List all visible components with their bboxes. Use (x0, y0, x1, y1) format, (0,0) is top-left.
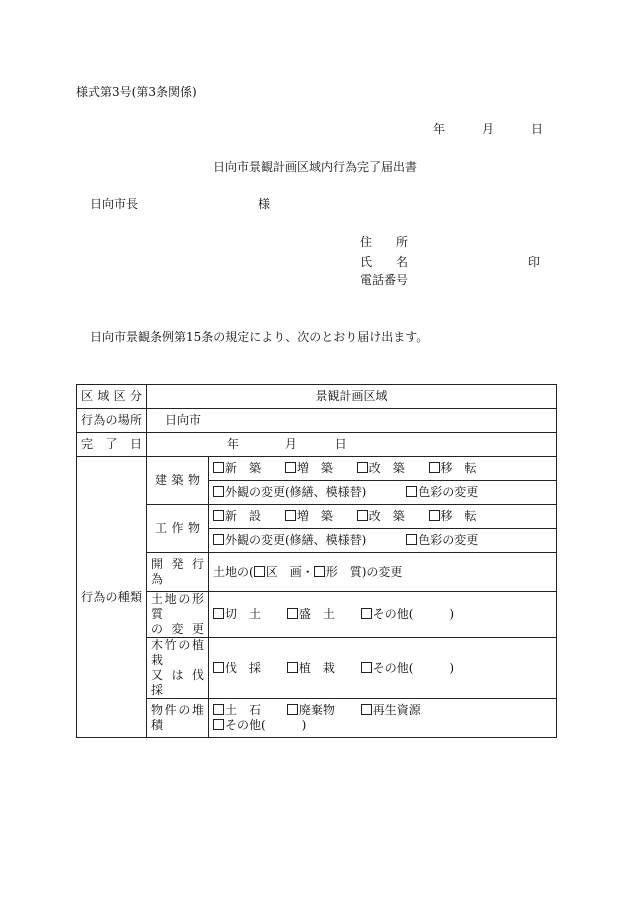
checkbox-renovation[interactable]: 改 築 (357, 461, 405, 476)
checkbox-icon (213, 662, 224, 673)
completion-day-label: 日 (334, 437, 347, 451)
stacking-row (77, 699, 557, 738)
checkbox-exterior-change[interactable]: 外観の変更(修繕、模様替) (213, 485, 366, 500)
checkbox-renovation[interactable]: 改 築 (357, 509, 405, 524)
completion-year-label: 年 (227, 437, 240, 451)
checkbox-planting[interactable]: 植 栽 (287, 661, 335, 676)
checkbox-icon (287, 704, 298, 715)
area-label: 区 域 区 分 (77, 385, 147, 409)
trees-label-line1: 木竹の植栽 (151, 638, 204, 667)
development-row (77, 553, 557, 592)
checkbox-icon (314, 566, 325, 577)
checkbox-icon (406, 486, 417, 497)
stacking-label: 物件の堆積 (147, 699, 209, 738)
checkbox-exterior-change[interactable]: 外観の変更(修繕、模様替) (213, 533, 366, 548)
checkbox-other[interactable]: その他( ) (361, 607, 454, 622)
checkbox-icon (361, 704, 372, 715)
checkbox-icon (429, 510, 440, 521)
development-text-b: )の変更 (361, 564, 403, 579)
stacking-options (209, 699, 557, 738)
checkbox-other[interactable]: その他( ) (361, 661, 454, 676)
date-month-label: 月 (481, 122, 494, 136)
place-value: 日向市 (147, 409, 557, 433)
land-change-options (209, 592, 557, 638)
checkbox-icon (213, 486, 224, 497)
land-change-row (77, 592, 557, 638)
land-change-label-line1: 土地の形質 (151, 592, 204, 621)
building-row-1 (77, 457, 557, 481)
statement-text: 日向市景観条例第15条の規定により、次のとおり届け出ます。 (90, 330, 429, 344)
structure-options-2 (209, 529, 557, 553)
submission-date (433, 122, 543, 136)
checkbox-extension[interactable]: 増 築 (285, 509, 333, 524)
structure-label: 工 作 物 (147, 505, 209, 553)
checkbox-new-construction[interactable]: 新 築 (213, 461, 261, 476)
name-label: 氏 名 (360, 255, 408, 269)
checkbox-other[interactable]: その他( ) (213, 718, 306, 733)
completion-date-value (147, 433, 557, 457)
place-row (77, 409, 557, 433)
stacking-options-line2 (213, 718, 552, 733)
applicant-address (360, 235, 540, 249)
trees-label-line2: 又 は 伐 採 (151, 668, 204, 697)
checkbox-cut[interactable]: 切 土 (213, 607, 261, 622)
checkbox-icon (213, 704, 224, 715)
checkbox-icon (213, 534, 224, 545)
land-change-label-line2: の 変 更 (151, 622, 204, 636)
checkbox-icon (213, 608, 224, 619)
area-row (77, 385, 557, 409)
checkbox-color-change[interactable]: 色彩の変更 (406, 485, 478, 500)
checkbox-icon (213, 510, 224, 521)
building-options-1 (209, 457, 557, 481)
stacking-options-line1 (213, 703, 552, 718)
checkbox-color-change[interactable]: 色彩の変更 (406, 533, 478, 548)
report-table (76, 384, 557, 738)
checkbox-icon (254, 566, 265, 577)
seal-mark: 印 (527, 255, 540, 269)
place-label: 行為の場所 (77, 409, 147, 433)
checkbox-partition[interactable]: 区 画・ (254, 565, 314, 579)
checkbox-recycled-resource[interactable]: 再生資源 (361, 703, 421, 718)
completion-date-row (77, 433, 557, 457)
checkbox-new-installation[interactable]: 新 設 (213, 509, 261, 524)
honorific: 様 (257, 197, 270, 211)
area-value: 景観計画区域 (147, 385, 557, 409)
checkbox-icon (429, 462, 440, 473)
completion-date-label: 完 了 日 (77, 433, 147, 457)
trees-label (147, 638, 209, 699)
applicant-phone (360, 273, 540, 287)
checkbox-relocation[interactable]: 移 転 (429, 461, 477, 476)
checkbox-icon (285, 510, 296, 521)
action-type-label: 行為の種類 (77, 457, 147, 738)
checkbox-icon (287, 662, 298, 673)
address-label: 住 所 (360, 235, 408, 249)
structure-options-1 (209, 505, 557, 529)
checkbox-icon (285, 462, 296, 473)
checkbox-icon (357, 462, 368, 473)
checkbox-icon (361, 662, 372, 673)
addressee-name: 日向市長 (90, 197, 139, 211)
checkbox-icon (357, 510, 368, 521)
building-options-2 (209, 481, 557, 505)
checkbox-icon (406, 534, 417, 545)
checkbox-extension[interactable]: 増 築 (285, 461, 333, 476)
trees-options (209, 638, 557, 699)
land-change-label (147, 592, 209, 638)
checkbox-waste[interactable]: 廃棄物 (287, 703, 335, 718)
applicant-name (360, 255, 540, 269)
date-year-label: 年 (433, 122, 446, 136)
checkbox-relocation[interactable]: 移 転 (429, 509, 477, 524)
checkbox-earth-stone[interactable]: 土 石 (213, 703, 261, 718)
building-label: 建 築 物 (147, 457, 209, 505)
development-options (209, 553, 557, 592)
addressee (90, 197, 270, 211)
checkbox-icon (287, 608, 298, 619)
checkbox-fill[interactable]: 盛 土 (287, 607, 335, 622)
structure-row-1 (77, 505, 557, 529)
checkbox-felling[interactable]: 伐 採 (213, 661, 261, 676)
development-label: 開 発 行 為 (147, 553, 209, 592)
checkbox-land-form[interactable]: 形 質 (314, 565, 362, 579)
form-number: 様式第3号(第3条関係) (76, 85, 197, 99)
completion-month-label: 月 (284, 437, 297, 451)
trees-row (77, 638, 557, 699)
date-day-label: 日 (530, 122, 543, 136)
phone-label: 電話番号 (360, 273, 409, 287)
checkbox-icon (213, 462, 224, 473)
document-title: 日向市景観計画区域内行為完了届出書 (212, 160, 417, 174)
development-text-a: 土地の( (213, 564, 254, 579)
checkbox-icon (213, 719, 224, 730)
checkbox-icon (361, 608, 372, 619)
